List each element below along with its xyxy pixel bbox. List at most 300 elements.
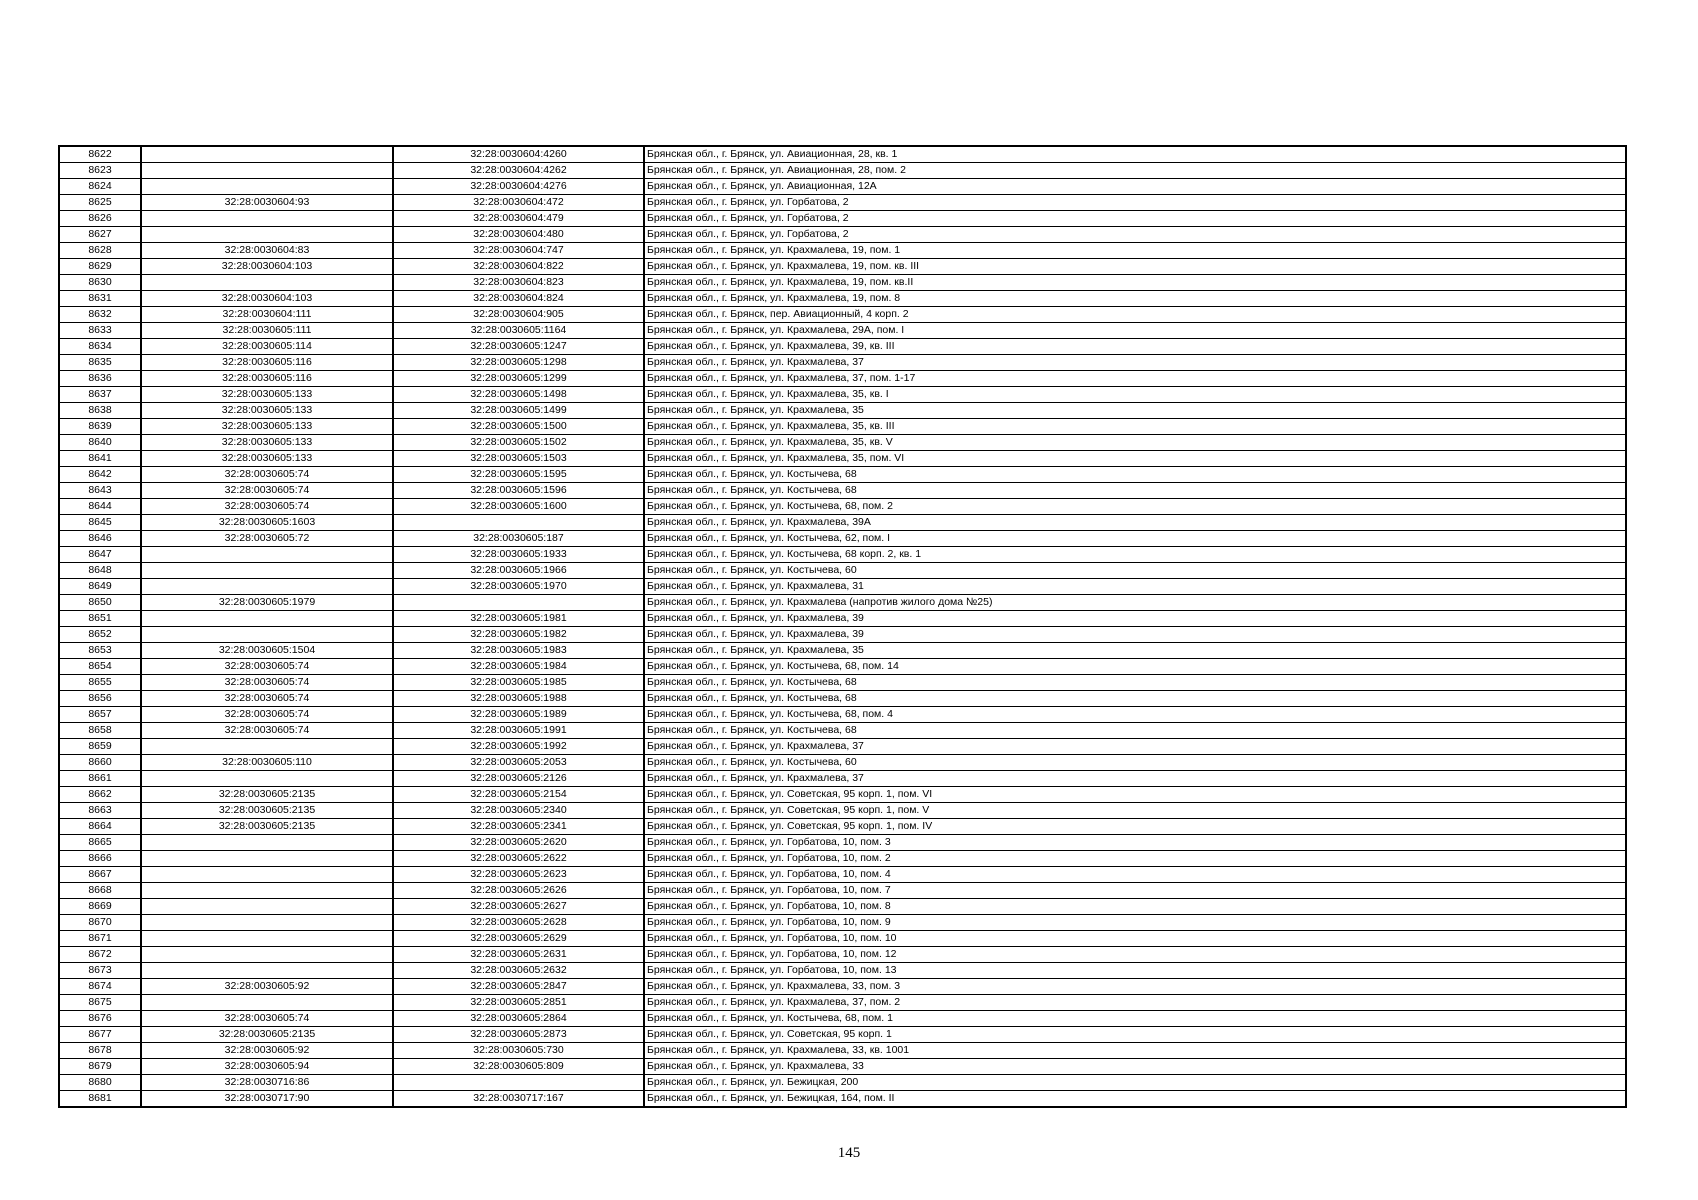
address-cell: Брянская обл., г. Брянск, ул. Крахмалева, 35, кв. III xyxy=(644,419,1626,435)
table-row xyxy=(59,339,1626,355)
table-row xyxy=(59,419,1626,435)
address-cell: Брянская обл., г. Брянск, ул. Крахмалева, 35 xyxy=(644,643,1626,659)
table-row xyxy=(59,675,1626,691)
row-number-cell: 8658 xyxy=(59,723,141,739)
address-cell: Брянская обл., г. Брянск, ул. Бежицкая, 200 xyxy=(644,1075,1626,1091)
row-number-cell: 8628 xyxy=(59,243,141,259)
cadastral-number-cell: 32:28:0030717:167 xyxy=(393,1091,644,1108)
cadastral-number-cell: 32:28:0030605:2053 xyxy=(393,755,644,771)
cadastral-number-cell: 32:28:0030605:1981 xyxy=(393,611,644,627)
row-number-cell: 8654 xyxy=(59,659,141,675)
row-number-cell: 8661 xyxy=(59,771,141,787)
table-row xyxy=(59,435,1626,451)
cadastral-number-cell: 32:28:0030605:2873 xyxy=(393,1027,644,1043)
cadastral-number-cell: 32:28:0030605:2154 xyxy=(393,787,644,803)
parent-cadastral-number-cell xyxy=(141,883,393,899)
cadastral-number-cell: 32:28:0030604:4276 xyxy=(393,179,644,195)
table-row xyxy=(59,211,1626,227)
cadastral-number-cell: 32:28:0030604:747 xyxy=(393,243,644,259)
row-number-cell: 8662 xyxy=(59,787,141,803)
parent-cadastral-number-cell: 32:28:0030604:83 xyxy=(141,243,393,259)
address-cell: Брянская обл., г. Брянск, ул. Крахмалева (напротив жилого дома №25) xyxy=(644,595,1626,611)
cadastral-number-cell: 32:28:0030605:187 xyxy=(393,531,644,547)
parent-cadastral-number-cell: 32:28:0030604:103 xyxy=(141,291,393,307)
parent-cadastral-number-cell: 32:28:0030605:74 xyxy=(141,691,393,707)
table-row xyxy=(59,707,1626,723)
cadastral-number-cell xyxy=(393,1075,644,1091)
address-cell: Брянская обл., г. Брянск, ул. Авиационная, 28, пом. 2 xyxy=(644,163,1626,179)
table-row xyxy=(59,243,1626,259)
table-row xyxy=(59,1059,1626,1075)
table-row xyxy=(59,627,1626,643)
row-number-cell: 8650 xyxy=(59,595,141,611)
row-number-cell: 8647 xyxy=(59,547,141,563)
parent-cadastral-number-cell xyxy=(141,579,393,595)
cadastral-number-cell: 32:28:0030604:824 xyxy=(393,291,644,307)
address-cell: Брянская обл., г. Брянск, ул. Горбатова, 10, пом. 7 xyxy=(644,883,1626,899)
cadastral-number-cell: 32:28:0030605:2631 xyxy=(393,947,644,963)
table-row xyxy=(59,499,1626,515)
row-number-cell: 8629 xyxy=(59,259,141,275)
table-row xyxy=(59,387,1626,403)
table-body xyxy=(59,146,1626,1107)
row-number-cell: 8631 xyxy=(59,291,141,307)
row-number-cell: 8664 xyxy=(59,819,141,835)
cadastral-number-cell: 32:28:0030604:480 xyxy=(393,227,644,243)
address-cell: Брянская обл., г. Брянск, ул. Крахмалева, 39, кв. III xyxy=(644,339,1626,355)
parent-cadastral-number-cell: 32:28:0030605:74 xyxy=(141,707,393,723)
table-row xyxy=(59,227,1626,243)
address-cell: Брянская обл., г. Брянск, ул. Крахмалева, 33 xyxy=(644,1059,1626,1075)
address-cell: Брянская обл., г. Брянск, ул. Горбатова, 2 xyxy=(644,227,1626,243)
table-row xyxy=(59,259,1626,275)
page-number: 145 xyxy=(837,1145,861,1161)
address-cell: Брянская обл., г. Брянск, ул. Авиационная, 28, кв. 1 xyxy=(644,146,1626,163)
table-row xyxy=(59,659,1626,675)
parent-cadastral-number-cell: 32:28:0030605:1979 xyxy=(141,595,393,611)
address-cell: Брянская обл., г. Брянск, ул. Советская, 95 корп. 1, пом. IV xyxy=(644,819,1626,835)
cadastral-number-cell: 32:28:0030605:1500 xyxy=(393,419,644,435)
parent-cadastral-number-cell: 32:28:0030605:94 xyxy=(141,1059,393,1075)
parent-cadastral-number-cell xyxy=(141,611,393,627)
parent-cadastral-number-cell: 32:28:0030605:110 xyxy=(141,755,393,771)
row-number-cell: 8675 xyxy=(59,995,141,1011)
table-row xyxy=(59,595,1626,611)
parent-cadastral-number-cell: 32:28:0030605:116 xyxy=(141,371,393,387)
table-row xyxy=(59,963,1626,979)
cadastral-number-cell: 32:28:0030605:1299 xyxy=(393,371,644,387)
row-number-cell: 8666 xyxy=(59,851,141,867)
table-row xyxy=(59,899,1626,915)
address-cell: Брянская обл., г. Брянск, ул. Горбатова, 10, пом. 13 xyxy=(644,963,1626,979)
row-number-cell: 8643 xyxy=(59,483,141,499)
address-cell: Брянская обл., г. Брянск, ул. Крахмалева, 39А xyxy=(644,515,1626,531)
parent-cadastral-number-cell: 32:28:0030605:2135 xyxy=(141,803,393,819)
table-row xyxy=(59,307,1626,323)
table-row xyxy=(59,1043,1626,1059)
address-cell: Брянская обл., г. Брянск, ул. Костычева, 68, пом. 2 xyxy=(644,499,1626,515)
parent-cadastral-number-cell: 32:28:0030604:93 xyxy=(141,195,393,211)
address-cell: Брянская обл., г. Брянск, ул. Костычева, 68 xyxy=(644,467,1626,483)
cadastral-number-cell: 32:28:0030605:1247 xyxy=(393,339,644,355)
table-row xyxy=(59,451,1626,467)
table-row xyxy=(59,691,1626,707)
parent-cadastral-number-cell: 32:28:0030605:74 xyxy=(141,1011,393,1027)
row-number-cell: 8645 xyxy=(59,515,141,531)
row-number-cell: 8634 xyxy=(59,339,141,355)
cadastral-number-cell: 32:28:0030605:2623 xyxy=(393,867,644,883)
row-number-cell: 8668 xyxy=(59,883,141,899)
cadastral-number-cell: 32:28:0030605:2340 xyxy=(393,803,644,819)
cadastral-number-cell: 32:28:0030605:1503 xyxy=(393,451,644,467)
row-number-cell: 8622 xyxy=(59,146,141,163)
parent-cadastral-number-cell xyxy=(141,547,393,563)
parent-cadastral-number-cell: 32:28:0030605:1603 xyxy=(141,515,393,531)
row-number-cell: 8633 xyxy=(59,323,141,339)
row-number-cell: 8676 xyxy=(59,1011,141,1027)
parent-cadastral-number-cell: 32:28:0030604:103 xyxy=(141,259,393,275)
row-number-cell: 8655 xyxy=(59,675,141,691)
parent-cadastral-number-cell xyxy=(141,835,393,851)
cadastral-number-cell: 32:28:0030605:1966 xyxy=(393,563,644,579)
cadastral-number-cell: 32:28:0030605:1600 xyxy=(393,499,644,515)
table-row xyxy=(59,291,1626,307)
address-cell: Брянская обл., г. Брянск, ул. Крахмалева, 19, пом. 1 xyxy=(644,243,1626,259)
table-row xyxy=(59,1091,1626,1108)
cadastral-number-cell: 32:28:0030604:4262 xyxy=(393,163,644,179)
row-number-cell: 8653 xyxy=(59,643,141,659)
row-number-cell: 8678 xyxy=(59,1043,141,1059)
address-cell: Брянская обл., г. Брянск, ул. Горбатова, 10, пом. 8 xyxy=(644,899,1626,915)
table-row xyxy=(59,739,1626,755)
address-cell: Брянская обл., г. Брянск, ул. Костычева, 60 xyxy=(644,563,1626,579)
row-number-cell: 8663 xyxy=(59,803,141,819)
row-number-cell: 8667 xyxy=(59,867,141,883)
cadastral-number-cell: 32:28:0030605:2341 xyxy=(393,819,644,835)
parent-cadastral-number-cell: 32:28:0030605:2135 xyxy=(141,819,393,835)
cadastral-number-cell: 32:28:0030605:1298 xyxy=(393,355,644,371)
table-row xyxy=(59,995,1626,1011)
address-cell: Брянская обл., г. Брянск, ул. Костычева, 68 корп. 2, кв. 1 xyxy=(644,547,1626,563)
row-number-cell: 8665 xyxy=(59,835,141,851)
cadastral-number-cell: 32:28:0030605:2126 xyxy=(393,771,644,787)
cadastral-number-cell: 32:28:0030605:2620 xyxy=(393,835,644,851)
row-number-cell: 8652 xyxy=(59,627,141,643)
row-number-cell: 8636 xyxy=(59,371,141,387)
row-number-cell: 8648 xyxy=(59,563,141,579)
address-cell: Брянская обл., г. Брянск, ул. Крахмалева, 35, кв. V xyxy=(644,435,1626,451)
table-row xyxy=(59,819,1626,835)
address-cell: Брянская обл., г. Брянск, ул. Горбатова, 10, пом. 4 xyxy=(644,867,1626,883)
address-cell: Брянская обл., г. Брянск, ул. Горбатова, 10, пом. 12 xyxy=(644,947,1626,963)
table-row xyxy=(59,403,1626,419)
cadastral-number-cell: 32:28:0030605:1988 xyxy=(393,691,644,707)
table-row xyxy=(59,179,1626,195)
address-cell: Брянская обл., г. Брянск, ул. Крахмалева, 39 xyxy=(644,627,1626,643)
parent-cadastral-number-cell: 32:28:0030716:86 xyxy=(141,1075,393,1091)
table-row xyxy=(59,1075,1626,1091)
parent-cadastral-number-cell xyxy=(141,851,393,867)
address-cell: Брянская обл., г. Брянск, ул. Крахмалева, 33, кв. 1001 xyxy=(644,1043,1626,1059)
cadastral-number-cell: 32:28:0030605:2851 xyxy=(393,995,644,1011)
table-row xyxy=(59,547,1626,563)
parent-cadastral-number-cell xyxy=(141,275,393,291)
parent-cadastral-number-cell: 32:28:0030605:92 xyxy=(141,979,393,995)
cadastral-number-cell: 32:28:0030604:822 xyxy=(393,259,644,275)
cadastral-number-cell: 32:28:0030605:2622 xyxy=(393,851,644,867)
table-row xyxy=(59,835,1626,851)
parent-cadastral-number-cell xyxy=(141,867,393,883)
row-number-cell: 8659 xyxy=(59,739,141,755)
address-cell: Брянская обл., г. Брянск, ул. Авиационная, 12А xyxy=(644,179,1626,195)
parent-cadastral-number-cell: 32:28:0030604:111 xyxy=(141,307,393,323)
parent-cadastral-number-cell: 32:28:0030605:111 xyxy=(141,323,393,339)
table-row xyxy=(59,467,1626,483)
parent-cadastral-number-cell: 32:28:0030605:114 xyxy=(141,339,393,355)
cadastral-number-cell: 32:28:0030604:479 xyxy=(393,211,644,227)
address-cell: Брянская обл., г. Брянск, ул. Крахмалева, 39 xyxy=(644,611,1626,627)
cadastral-number-cell: 32:28:0030605:1983 xyxy=(393,643,644,659)
cadastral-number-cell: 32:28:0030605:730 xyxy=(393,1043,644,1059)
parent-cadastral-number-cell xyxy=(141,947,393,963)
table-row xyxy=(59,1011,1626,1027)
cadastral-number-cell: 32:28:0030605:809 xyxy=(393,1059,644,1075)
row-number-cell: 8646 xyxy=(59,531,141,547)
cadastral-number-cell: 32:28:0030605:1989 xyxy=(393,707,644,723)
parent-cadastral-number-cell: 32:28:0030605:74 xyxy=(141,659,393,675)
parent-cadastral-number-cell: 32:28:0030605:92 xyxy=(141,1043,393,1059)
address-cell: Брянская обл., г. Брянск, ул. Крахмалева, 19, пом. кв.II xyxy=(644,275,1626,291)
row-number-cell: 8680 xyxy=(59,1075,141,1091)
row-number-cell: 8681 xyxy=(59,1091,141,1108)
registry-table xyxy=(58,145,1627,1108)
table-row xyxy=(59,275,1626,291)
row-number-cell: 8639 xyxy=(59,419,141,435)
cadastral-number-cell: 32:28:0030605:1498 xyxy=(393,387,644,403)
table-row xyxy=(59,1027,1626,1043)
address-cell: Брянская обл., г. Брянск, ул. Советская, 95 корп. 1 xyxy=(644,1027,1626,1043)
row-number-cell: 8623 xyxy=(59,163,141,179)
parent-cadastral-number-cell xyxy=(141,915,393,931)
cadastral-number-cell: 32:28:0030604:472 xyxy=(393,195,644,211)
parent-cadastral-number-cell: 32:28:0030605:1504 xyxy=(141,643,393,659)
row-number-cell: 8640 xyxy=(59,435,141,451)
parent-cadastral-number-cell: 32:28:0030605:133 xyxy=(141,435,393,451)
parent-cadastral-number-cell xyxy=(141,771,393,787)
cadastral-number-cell: 32:28:0030605:2629 xyxy=(393,931,644,947)
row-number-cell: 8671 xyxy=(59,931,141,947)
address-cell: Брянская обл., г. Брянск, ул. Бежицкая, 164, пом. II xyxy=(644,1091,1626,1108)
cadastral-number-cell: 32:28:0030605:2864 xyxy=(393,1011,644,1027)
table-row xyxy=(59,979,1626,995)
address-cell: Брянская обл., г. Брянск, ул. Крахмалева, 37, пом. 1-17 xyxy=(644,371,1626,387)
parent-cadastral-number-cell xyxy=(141,563,393,579)
address-cell: Брянская обл., г. Брянск, ул. Крахмалева, 37, пом. 2 xyxy=(644,995,1626,1011)
row-number-cell: 8635 xyxy=(59,355,141,371)
table-row xyxy=(59,787,1626,803)
row-number-cell: 8626 xyxy=(59,211,141,227)
cadastral-number-cell: 32:28:0030604:823 xyxy=(393,275,644,291)
row-number-cell: 8673 xyxy=(59,963,141,979)
address-cell: Брянская обл., г. Брянск, ул. Крахмалева, 29А, пом. I xyxy=(644,323,1626,339)
address-cell: Брянская обл., г. Брянск, пер. Авиационный, 4 корп. 2 xyxy=(644,307,1626,323)
row-number-cell: 8672 xyxy=(59,947,141,963)
cadastral-number-cell: 32:28:0030605:1970 xyxy=(393,579,644,595)
row-number-cell: 8625 xyxy=(59,195,141,211)
cadastral-number-cell: 32:28:0030605:1982 xyxy=(393,627,644,643)
parent-cadastral-number-cell xyxy=(141,163,393,179)
row-number-cell: 8660 xyxy=(59,755,141,771)
cadastral-number-cell: 32:28:0030604:905 xyxy=(393,307,644,323)
parent-cadastral-number-cell xyxy=(141,963,393,979)
parent-cadastral-number-cell xyxy=(141,627,393,643)
parent-cadastral-number-cell: 32:28:0030605:133 xyxy=(141,419,393,435)
parent-cadastral-number-cell: 32:28:0030605:74 xyxy=(141,467,393,483)
cadastral-number-cell: 32:28:0030605:1596 xyxy=(393,483,644,499)
table-row xyxy=(59,611,1626,627)
table-row xyxy=(59,915,1626,931)
address-cell: Брянская обл., г. Брянск, ул. Крахмалева, 19, пом. 8 xyxy=(644,291,1626,307)
address-cell: Брянская обл., г. Брянск, ул. Костычева, 68 xyxy=(644,483,1626,499)
address-cell: Брянская обл., г. Брянск, ул. Костычева, 68, пом. 1 xyxy=(644,1011,1626,1027)
cadastral-number-cell: 32:28:0030605:1984 xyxy=(393,659,644,675)
cadastral-number-cell: 32:28:0030605:1985 xyxy=(393,675,644,691)
table-row xyxy=(59,195,1626,211)
cadastral-number-cell: 32:28:0030605:2626 xyxy=(393,883,644,899)
cadastral-number-cell: 32:28:0030605:1595 xyxy=(393,467,644,483)
address-cell: Брянская обл., г. Брянск, ул. Горбатова, 2 xyxy=(644,195,1626,211)
parent-cadastral-number-cell: 32:28:0030605:133 xyxy=(141,451,393,467)
table-row xyxy=(59,563,1626,579)
cadastral-number-cell: 32:28:0030605:1164 xyxy=(393,323,644,339)
address-cell: Брянская обл., г. Брянск, ул. Крахмалева, 33, пом. 3 xyxy=(644,979,1626,995)
address-cell: Брянская обл., г. Брянск, ул. Костычева, 62, пом. I xyxy=(644,531,1626,547)
table-row xyxy=(59,867,1626,883)
cadastral-number-cell: 32:28:0030605:2627 xyxy=(393,899,644,915)
address-cell: Брянская обл., г. Брянск, ул. Костычева, 68 xyxy=(644,723,1626,739)
address-cell: Брянская обл., г. Брянск, ул. Горбатова, 10, пом. 3 xyxy=(644,835,1626,851)
parent-cadastral-number-cell: 32:28:0030605:2135 xyxy=(141,1027,393,1043)
address-cell: Брянская обл., г. Брянск, ул. Горбатова, 10, пом. 9 xyxy=(644,915,1626,931)
table-row xyxy=(59,579,1626,595)
cadastral-number-cell: 32:28:0030605:1502 xyxy=(393,435,644,451)
row-number-cell: 8649 xyxy=(59,579,141,595)
row-number-cell: 8630 xyxy=(59,275,141,291)
address-cell: Брянская обл., г. Брянск, ул. Костычева, 68, пом. 14 xyxy=(644,659,1626,675)
row-number-cell: 8624 xyxy=(59,179,141,195)
parent-cadastral-number-cell xyxy=(141,146,393,163)
parent-cadastral-number-cell: 32:28:0030605:74 xyxy=(141,675,393,691)
cadastral-number-cell: 32:28:0030605:1499 xyxy=(393,403,644,419)
address-cell: Брянская обл., г. Брянск, ул. Крахмалева, 35, кв. I xyxy=(644,387,1626,403)
parent-cadastral-number-cell: 32:28:0030605:74 xyxy=(141,499,393,515)
table-row xyxy=(59,947,1626,963)
parent-cadastral-number-cell xyxy=(141,995,393,1011)
row-number-cell: 8637 xyxy=(59,387,141,403)
table-row xyxy=(59,323,1626,339)
parent-cadastral-number-cell: 32:28:0030605:74 xyxy=(141,483,393,499)
row-number-cell: 8638 xyxy=(59,403,141,419)
cadastral-number-cell: 32:28:0030605:1991 xyxy=(393,723,644,739)
row-number-cell: 8651 xyxy=(59,611,141,627)
address-cell: Брянская обл., г. Брянск, ул. Советская, 95 корп. 1, пом. VI xyxy=(644,787,1626,803)
address-cell: Брянская обл., г. Брянск, ул. Крахмалева, 35, пом. VI xyxy=(644,451,1626,467)
cadastral-number-cell: 32:28:0030605:1992 xyxy=(393,739,644,755)
row-number-cell: 8627 xyxy=(59,227,141,243)
table-row xyxy=(59,883,1626,899)
row-number-cell: 8679 xyxy=(59,1059,141,1075)
row-number-cell: 8670 xyxy=(59,915,141,931)
address-cell: Брянская обл., г. Брянск, ул. Крахмалева, 19, пом. кв. III xyxy=(644,259,1626,275)
parent-cadastral-number-cell: 32:28:0030605:72 xyxy=(141,531,393,547)
table-row xyxy=(59,355,1626,371)
row-number-cell: 8677 xyxy=(59,1027,141,1043)
parent-cadastral-number-cell: 32:28:0030605:74 xyxy=(141,723,393,739)
table-row xyxy=(59,851,1626,867)
table-row xyxy=(59,515,1626,531)
row-number-cell: 8669 xyxy=(59,899,141,915)
parent-cadastral-number-cell: 32:28:0030605:133 xyxy=(141,387,393,403)
address-cell: Брянская обл., г. Брянск, ул. Крахмалева, 31 xyxy=(644,579,1626,595)
parent-cadastral-number-cell xyxy=(141,739,393,755)
address-cell: Брянская обл., г. Брянск, ул. Крахмалева, 35 xyxy=(644,403,1626,419)
parent-cadastral-number-cell xyxy=(141,931,393,947)
row-number-cell: 8644 xyxy=(59,499,141,515)
table-row xyxy=(59,723,1626,739)
table-row xyxy=(59,771,1626,787)
parent-cadastral-number-cell xyxy=(141,179,393,195)
cadastral-number-cell xyxy=(393,595,644,611)
parent-cadastral-number-cell xyxy=(141,899,393,915)
address-cell: Брянская обл., г. Брянск, ул. Горбатова, 10, пом. 10 xyxy=(644,931,1626,947)
row-number-cell: 8641 xyxy=(59,451,141,467)
cadastral-number-cell: 32:28:0030605:2847 xyxy=(393,979,644,995)
parent-cadastral-number-cell: 32:28:0030605:116 xyxy=(141,355,393,371)
parent-cadastral-number-cell xyxy=(141,211,393,227)
row-number-cell: 8642 xyxy=(59,467,141,483)
cadastral-number-cell: 32:28:0030605:2628 xyxy=(393,915,644,931)
table-row xyxy=(59,803,1626,819)
address-cell: Брянская обл., г. Брянск, ул. Костычева, 68, пом. 4 xyxy=(644,707,1626,723)
cadastral-number-cell: 32:28:0030605:1933 xyxy=(393,547,644,563)
address-cell: Брянская обл., г. Брянск, ул. Костычева, 68 xyxy=(644,691,1626,707)
table-row xyxy=(59,146,1626,163)
table-row xyxy=(59,643,1626,659)
parent-cadastral-number-cell: 32:28:0030605:133 xyxy=(141,403,393,419)
row-number-cell: 8632 xyxy=(59,307,141,323)
cadastral-number-cell xyxy=(393,515,644,531)
table-row xyxy=(59,931,1626,947)
cadastral-number-cell: 32:28:0030605:2632 xyxy=(393,963,644,979)
row-number-cell: 8674 xyxy=(59,979,141,995)
parent-cadastral-number-cell: 32:28:0030717:90 xyxy=(141,1091,393,1108)
table-row xyxy=(59,483,1626,499)
cadastral-number-cell: 32:28:0030604:4260 xyxy=(393,146,644,163)
table-row xyxy=(59,531,1626,547)
row-number-cell: 8657 xyxy=(59,707,141,723)
address-cell: Брянская обл., г. Брянск, ул. Костычева, 60 xyxy=(644,755,1626,771)
parent-cadastral-number-cell xyxy=(141,227,393,243)
address-cell: Брянская обл., г. Брянск, ул. Горбатова, 10, пом. 2 xyxy=(644,851,1626,867)
parent-cadastral-number-cell: 32:28:0030605:2135 xyxy=(141,787,393,803)
address-cell: Брянская обл., г. Брянск, ул. Крахмалева, 37 xyxy=(644,739,1626,755)
address-cell: Брянская обл., г. Брянск, ул. Костычева, 68 xyxy=(644,675,1626,691)
table-row xyxy=(59,755,1626,771)
row-number-cell: 8656 xyxy=(59,691,141,707)
table-row xyxy=(59,371,1626,387)
address-cell: Брянская обл., г. Брянск, ул. Крахмалева, 37 xyxy=(644,771,1626,787)
address-cell: Брянская обл., г. Брянск, ул. Советская, 95 корп. 1, пом. V xyxy=(644,803,1626,819)
